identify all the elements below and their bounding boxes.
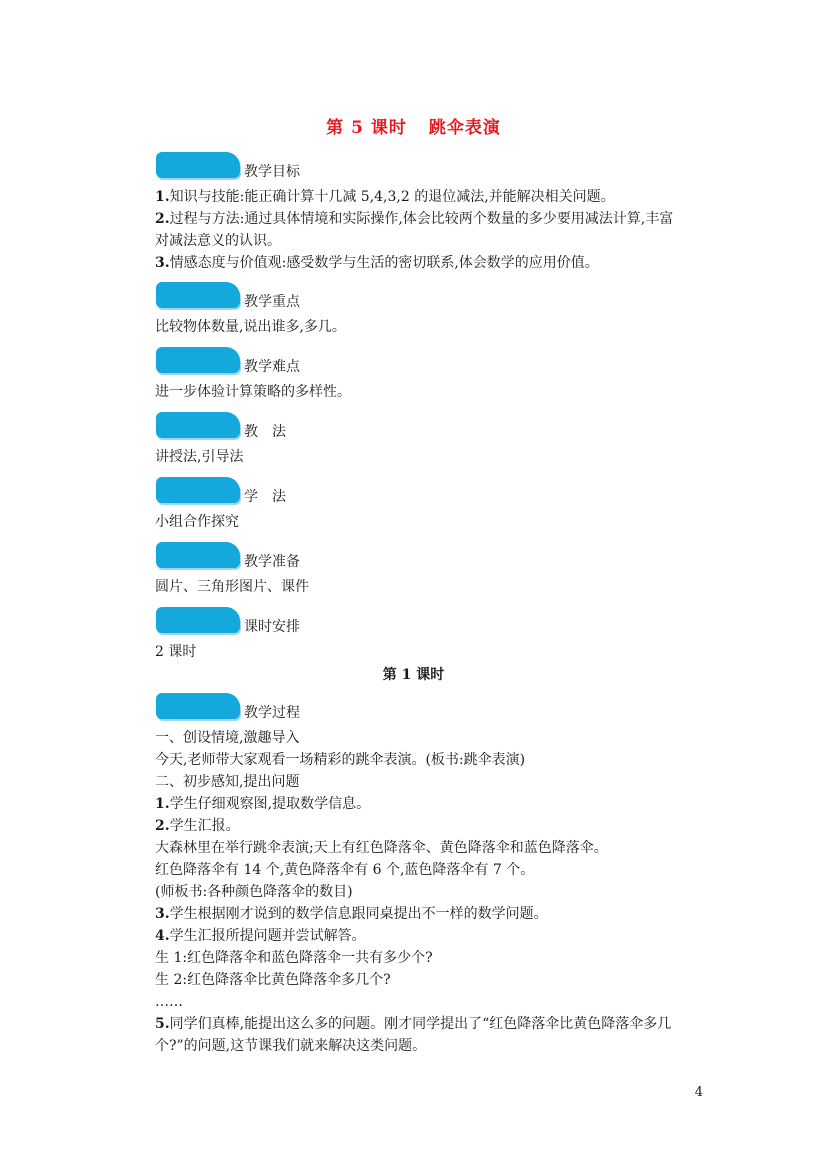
section-badge — [156, 347, 240, 373]
process-line: 3.学生根据刚才说到的数学信息跟同桌提出不一样的数学问题。 — [155, 906, 548, 922]
method-learn-text: 小组合作探究 — [155, 514, 239, 530]
process-line: 个?”的问题,这节课我们就来解决这类问题。 — [155, 1038, 427, 1054]
section-label: 教学难点 — [244, 359, 300, 375]
section-badge — [156, 412, 240, 438]
section-label: 教学重点 — [244, 294, 300, 310]
schedule-text: 2 课时 — [155, 644, 197, 660]
goal-2-cont: 对减法意义的认识。 — [155, 233, 281, 249]
section-badge — [156, 152, 240, 178]
section-label: 教学准备 — [244, 554, 300, 570]
process-line: (师板书:各种颜色降落伞的数目) — [155, 884, 353, 900]
goal-3: 3.情感态度与价值观:感受数学与生活的密切联系,体会数学的应用价值。 — [155, 255, 599, 271]
process-line: 2.学生汇报。 — [155, 818, 240, 834]
process-line: 今天,老师带大家观看一场精彩的跳伞表演。(板书:跳伞表演) — [155, 752, 526, 768]
prep-text: 圆片、三角形图片、课件 — [155, 579, 309, 595]
process-line: 生 1:红色降落伞和蓝色降落伞一共有多少个? — [155, 950, 433, 966]
lesson-heading: 第 1 课时 — [382, 667, 445, 683]
process-line: 一、创设情境,激趣导入 — [155, 730, 300, 746]
section-label: 学 法 — [244, 489, 286, 505]
section-label: 教学过程 — [244, 705, 300, 721]
process-line: …… — [155, 994, 183, 1010]
difficulty-text: 进一步体验计算策略的多样性。 — [155, 384, 351, 400]
process-line: 红色降落伞有 14 个,黄色降落伞有 6 个,蓝色降落伞有 7 个。 — [155, 862, 535, 878]
process-line: 1.学生仔细观察图,提取数学信息。 — [155, 796, 371, 812]
goal-2: 2.过程与方法:通过具体情境和实际操作,体会比较两个数量的多少要用减法计算,丰富 — [155, 211, 674, 227]
section-label: 课时安排 — [244, 619, 300, 635]
page-number: 4 — [694, 1085, 703, 1100]
lesson-topic: 跳伞表演 — [428, 118, 501, 138]
section-badge — [156, 607, 240, 633]
process-line: 大森林里在举行跳伞表演;天上有红色降落伞、黄色降落伞和蓝色降落伞。 — [155, 840, 608, 856]
process-line: 生 2:红色降落伞比黄色降落伞多几个? — [155, 972, 391, 988]
process-line: 二、初步感知,提出问题 — [155, 774, 300, 790]
process-line: 4.学生汇报所提问题并尝试解答。 — [155, 928, 366, 944]
page-title — [0, 113, 827, 138]
method-teach-text: 讲授法,引导法 — [155, 449, 244, 465]
process-line: 5.同学们真棒,能提出这么多的问题。刚才同学提出了“红色降落伞比黄色降落伞多几 — [155, 1016, 672, 1032]
goal-1: 1.知识与技能:能正确计算十几减 5,4,3,2 的退位减法,并能解决相关问题。 — [155, 189, 615, 205]
section-badge — [156, 282, 240, 308]
section-label: 教学目标 — [244, 164, 300, 180]
section-badge — [156, 542, 240, 568]
lesson-number: 第 5 课时 — [326, 118, 407, 138]
section-badge — [156, 693, 240, 719]
section-label: 教 法 — [244, 424, 286, 440]
section-badge — [156, 477, 240, 503]
focus-text: 比较物体数量,说出谁多,多几。 — [155, 319, 346, 335]
